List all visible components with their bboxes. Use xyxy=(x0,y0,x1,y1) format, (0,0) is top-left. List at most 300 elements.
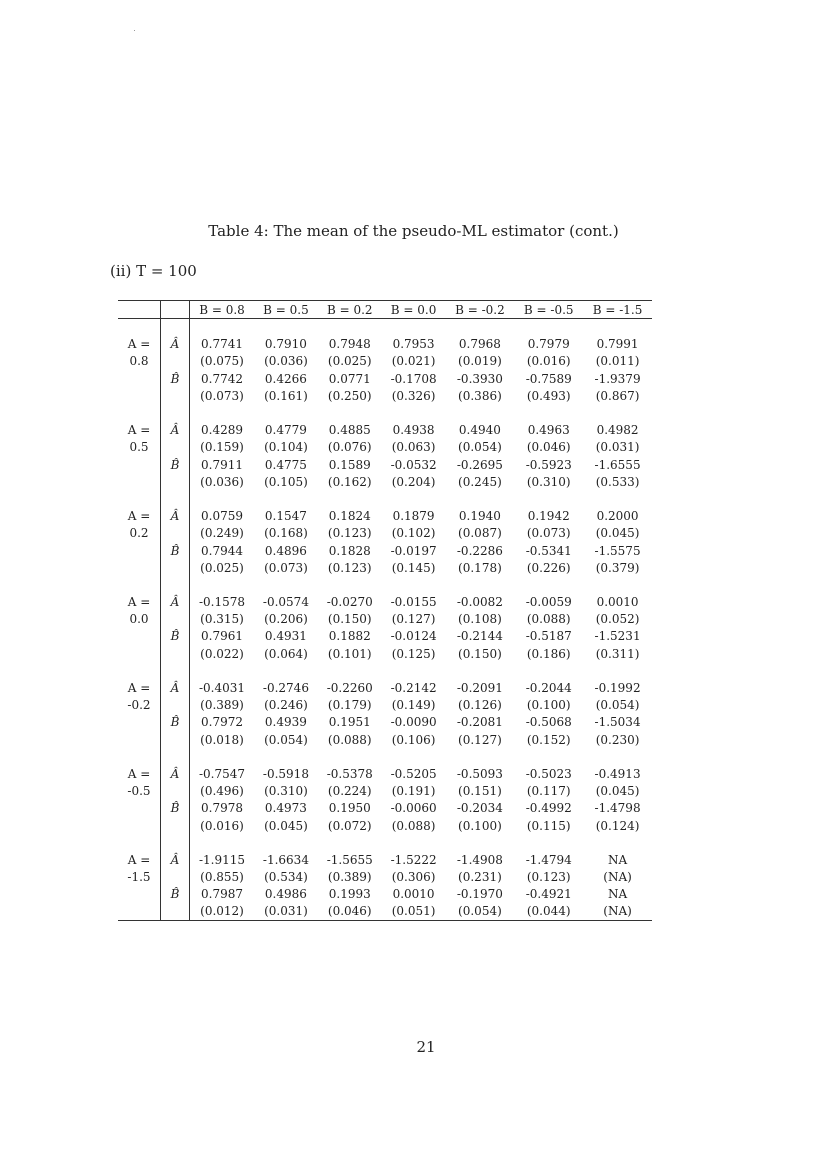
a-hat-symbol: Â xyxy=(161,594,190,611)
a-hat-symbol: Â xyxy=(161,679,190,696)
value-cell: (0.326) xyxy=(391,388,436,403)
value-cell: 0.7979 xyxy=(527,337,570,352)
value-cell: NA xyxy=(607,887,628,902)
estimator-cell xyxy=(161,645,190,662)
a-hat-se-row xyxy=(118,697,652,714)
value-cell: 0.7910 xyxy=(264,337,307,352)
value-cell: -0.2034 xyxy=(456,801,503,816)
value-cell: (0.496) xyxy=(190,783,255,800)
value-cell: -0.1578 xyxy=(190,594,255,611)
a-hat-mean-row xyxy=(118,336,652,353)
value-cell: (0.046) xyxy=(318,903,382,920)
b-hat-symbol: B̂ xyxy=(161,456,190,473)
estimator-cell xyxy=(161,903,190,920)
value-cell: (0.867) xyxy=(595,388,640,403)
value-cell: (0.310) xyxy=(264,784,308,799)
a-hat-symbol: Â xyxy=(161,851,190,868)
value-cell: (0.145) xyxy=(391,560,436,575)
value-cell: (0.226) xyxy=(526,560,571,575)
value-cell: -1.4908 xyxy=(456,852,503,867)
value-cell: -0.2044 xyxy=(525,681,572,696)
value-cell: (0.115) xyxy=(526,818,571,833)
value-cell: (0.310) xyxy=(526,474,571,489)
value-cell: -1.5231 xyxy=(594,629,641,644)
value-cell: -0.5918 xyxy=(262,766,309,781)
value-cell: (0.311) xyxy=(595,646,640,661)
b-hat-se-row xyxy=(118,645,652,662)
a-hat-mean-row xyxy=(118,851,652,868)
group-spacer xyxy=(118,834,652,851)
value-cell: (0.178) xyxy=(458,560,502,575)
value-cell: 0.7972 xyxy=(190,714,255,731)
value-cell: 0.4940 xyxy=(458,423,501,438)
b-hat-se-row xyxy=(118,731,652,748)
value-cell: -0.2091 xyxy=(456,681,503,696)
value-cell: (0.021) xyxy=(391,354,436,369)
a-hat-mean-row xyxy=(118,765,652,782)
group-label xyxy=(118,387,161,404)
value-cell: 0.2000 xyxy=(596,509,639,524)
spacer-cell xyxy=(118,404,161,421)
value-cell: (0.054) xyxy=(264,732,308,747)
spacer-cell xyxy=(190,834,653,851)
group-label xyxy=(118,542,161,559)
b-hat-mean-row xyxy=(118,714,652,731)
value-cell: (0.493) xyxy=(526,388,571,403)
spacer-cell xyxy=(190,662,653,679)
group-label: A = xyxy=(127,509,151,524)
value-cell: 0.4779 xyxy=(264,423,307,438)
header-row xyxy=(118,301,652,319)
b-hat-se-row xyxy=(118,387,652,404)
value-cell: -0.2695 xyxy=(456,457,503,472)
value-cell: (0.127) xyxy=(458,732,502,747)
value-cell: (0.389) xyxy=(327,870,372,885)
spacer-cell xyxy=(118,319,161,336)
value-cell: 0.0010 xyxy=(392,887,435,902)
value-cell: (0.149) xyxy=(391,698,436,713)
value-cell: -1.5575 xyxy=(594,543,641,558)
a-hat-se-row xyxy=(118,611,652,628)
value-cell: -0.5923 xyxy=(525,457,572,472)
value-cell: -0.0124 xyxy=(390,629,437,644)
group-label xyxy=(118,886,161,903)
value-cell: 0.1824 xyxy=(328,509,371,524)
value-cell: (0.036) xyxy=(190,473,255,490)
group-label xyxy=(118,645,161,662)
value-cell: (0.152) xyxy=(526,732,571,747)
group-spacer xyxy=(118,576,652,593)
group-label: A = xyxy=(127,681,151,696)
value-cell: -0.2746 xyxy=(262,681,309,696)
value-cell: -0.0090 xyxy=(390,715,437,730)
estimator-cell xyxy=(161,387,190,404)
value-cell: (0.064) xyxy=(264,646,308,661)
b-hat-mean-row xyxy=(118,370,652,387)
value-cell: (0.025) xyxy=(190,559,255,576)
group-label xyxy=(118,903,161,920)
estimator-cell xyxy=(161,869,190,886)
value-cell: -0.2260 xyxy=(326,681,373,696)
value-cell: -0.5068 xyxy=(525,715,572,730)
value-cell: 0.4775 xyxy=(264,457,307,472)
estimator-cell xyxy=(161,439,190,456)
group-spacer xyxy=(118,662,652,679)
a-hat-mean-row xyxy=(118,594,652,611)
value-cell: (0.025) xyxy=(327,354,372,369)
b-hat-symbol: B̂ xyxy=(161,628,190,645)
group-label: 0.0 xyxy=(129,612,149,627)
a-hat-se-row xyxy=(118,525,652,542)
b-hat-mean-row xyxy=(118,456,652,473)
value-cell: 0.1547 xyxy=(264,509,307,524)
group-label xyxy=(118,628,161,645)
value-cell: (0.855) xyxy=(190,869,255,886)
a-hat-se-row xyxy=(118,869,652,886)
estimator-cell xyxy=(161,783,190,800)
value-cell: -1.4798 xyxy=(594,801,641,816)
value-cell: -0.4031 xyxy=(190,679,255,696)
value-cell: (0.124) xyxy=(595,818,640,833)
value-cell: (0.117) xyxy=(526,784,571,799)
value-cell: (0.123) xyxy=(327,560,372,575)
a-hat-symbol: Â xyxy=(161,336,190,353)
value-cell: (0.246) xyxy=(264,698,308,713)
corner-cell xyxy=(161,301,190,319)
value-cell: 0.1940 xyxy=(458,509,501,524)
value-cell: -0.5341 xyxy=(525,543,572,558)
value-cell: -0.5205 xyxy=(390,766,437,781)
value-cell: (0.151) xyxy=(458,784,502,799)
value-cell: (0.036) xyxy=(264,354,308,369)
value-cell: -0.0574 xyxy=(262,595,309,610)
b-hat-symbol: B̂ xyxy=(161,800,190,817)
value-cell: (0.031) xyxy=(595,440,640,455)
estimator-cell xyxy=(161,559,190,576)
value-cell: (NA) xyxy=(603,870,632,885)
a-hat-mean-row xyxy=(118,508,652,525)
value-cell: -0.5093 xyxy=(456,766,503,781)
value-cell: 0.1882 xyxy=(328,629,371,644)
value-cell: (0.104) xyxy=(264,440,308,455)
spacer-cell xyxy=(161,319,190,336)
column-header: B = 0.0 xyxy=(382,301,446,319)
estimator-cell xyxy=(161,473,190,490)
value-cell: (0.046) xyxy=(526,440,571,455)
value-cell: -0.0155 xyxy=(390,595,437,610)
column-header: B = -0.5 xyxy=(514,301,583,319)
value-cell: (0.088) xyxy=(391,818,436,833)
spacer-cell xyxy=(190,319,653,336)
group-spacer xyxy=(118,748,652,765)
value-cell: (0.179) xyxy=(327,698,372,713)
value-cell: (0.389) xyxy=(190,697,255,714)
spacer-cell xyxy=(161,576,190,593)
value-cell: (0.534) xyxy=(264,870,308,885)
column-header: B = 0.2 xyxy=(318,301,382,319)
page-number: 21 xyxy=(416,1038,436,1056)
value-cell: 0.0010 xyxy=(596,595,639,610)
a-hat-mean-row xyxy=(118,422,652,439)
value-cell: -0.1970 xyxy=(456,887,503,902)
value-cell: (0.206) xyxy=(264,612,308,627)
value-cell: 0.7953 xyxy=(392,337,435,352)
value-cell: (0.249) xyxy=(190,525,255,542)
value-cell: -0.2081 xyxy=(456,715,503,730)
value-cell: 0.4938 xyxy=(392,423,435,438)
value-cell: (0.191) xyxy=(391,784,436,799)
spacer-cell xyxy=(161,490,190,507)
value-cell: -0.5378 xyxy=(326,766,373,781)
value-cell: 0.7944 xyxy=(190,542,255,559)
b-hat-se-row xyxy=(118,817,652,834)
value-cell: (0.100) xyxy=(526,698,571,713)
value-cell: (0.045) xyxy=(595,526,640,541)
value-cell: (0.031) xyxy=(254,903,318,920)
value-cell: (0.088) xyxy=(327,732,372,747)
value-cell: (0.044) xyxy=(514,903,583,920)
group-label: 0.8 xyxy=(129,354,149,369)
value-cell: (0.245) xyxy=(458,474,502,489)
group-label xyxy=(118,800,161,817)
spacer-cell xyxy=(161,748,190,765)
table-subtitle: (ii) T = 100 xyxy=(110,262,197,280)
value-cell: (0.127) xyxy=(391,612,436,627)
value-cell: -0.5023 xyxy=(525,766,572,781)
corner-cell xyxy=(118,301,161,319)
value-cell: -0.5187 xyxy=(525,629,572,644)
estimator-cell xyxy=(161,611,190,628)
group-label: -0.2 xyxy=(127,698,151,713)
spacer-cell xyxy=(190,576,653,593)
value-cell: -0.1708 xyxy=(390,371,437,386)
value-cell: -1.6555 xyxy=(594,457,641,472)
group-label: A = xyxy=(127,423,151,438)
value-cell: -1.5034 xyxy=(594,715,641,730)
value-cell: (0.022) xyxy=(190,645,255,662)
estimator-cell xyxy=(161,697,190,714)
value-cell: (0.087) xyxy=(458,526,502,541)
value-cell: (0.204) xyxy=(391,474,436,489)
value-cell: -0.4921 xyxy=(525,887,572,902)
b-hat-mean-row xyxy=(118,800,652,817)
group-label: 0.2 xyxy=(129,526,149,541)
value-cell: (0.075) xyxy=(190,353,255,370)
value-cell: (0.108) xyxy=(458,612,502,627)
value-cell: (0.102) xyxy=(391,526,436,541)
value-cell: -0.2286 xyxy=(456,543,503,558)
spacer-cell xyxy=(161,404,190,421)
spacer-cell xyxy=(118,748,161,765)
value-cell: (0.063) xyxy=(391,440,436,455)
value-cell: 0.1828 xyxy=(328,543,371,558)
value-cell: 0.1950 xyxy=(328,801,371,816)
value-cell: (0.168) xyxy=(264,526,308,541)
group-label xyxy=(118,731,161,748)
value-cell: 0.4973 xyxy=(264,801,307,816)
value-cell: NA xyxy=(607,852,628,867)
value-cell: (0.012) xyxy=(190,903,255,920)
value-cell: 0.4896 xyxy=(264,543,307,558)
spacer-cell xyxy=(161,834,190,851)
value-cell: (0.386) xyxy=(458,388,502,403)
value-cell: 0.7968 xyxy=(458,337,501,352)
value-cell: (0.533) xyxy=(595,474,640,489)
value-cell: (0.011) xyxy=(595,354,640,369)
value-cell: (0.315) xyxy=(190,611,255,628)
value-cell: -0.0082 xyxy=(456,595,503,610)
a-hat-se-row xyxy=(118,353,652,370)
spacer-cell xyxy=(118,834,161,851)
value-cell: (0.231) xyxy=(458,870,502,885)
group-label xyxy=(118,456,161,473)
spacer-cell xyxy=(161,662,190,679)
value-cell: 0.7991 xyxy=(596,337,639,352)
value-cell: -0.7589 xyxy=(525,371,572,386)
group-label: A = xyxy=(127,852,151,867)
value-cell: 0.7978 xyxy=(190,800,255,817)
spacer-cell xyxy=(118,576,161,593)
estimator-table xyxy=(118,300,652,921)
value-cell: 0.7987 xyxy=(190,886,255,903)
value-cell: -0.0060 xyxy=(390,801,437,816)
estimator-cell xyxy=(161,731,190,748)
value-cell: 0.0759 xyxy=(190,508,255,525)
group-label xyxy=(118,714,161,731)
value-cell: (0.230) xyxy=(595,732,640,747)
value-cell: (0.016) xyxy=(190,817,255,834)
value-cell: (0.186) xyxy=(526,646,571,661)
value-cell: -0.0532 xyxy=(390,457,437,472)
value-cell: (0.250) xyxy=(327,388,372,403)
spacer-cell xyxy=(190,404,653,421)
b-hat-symbol: B̂ xyxy=(161,542,190,559)
group-spacer xyxy=(118,404,652,421)
a-hat-mean-row xyxy=(118,679,652,696)
a-hat-se-row xyxy=(118,783,652,800)
group-spacer xyxy=(118,490,652,507)
value-cell: (0.054) xyxy=(446,903,515,920)
value-cell: -1.9379 xyxy=(594,371,641,386)
a-hat-symbol: Â xyxy=(161,422,190,439)
value-cell: -1.5222 xyxy=(390,852,437,867)
value-cell: 0.1589 xyxy=(328,457,371,472)
value-cell: (0.150) xyxy=(327,612,372,627)
value-cell: 0.4939 xyxy=(264,715,307,730)
value-cell: (0.073) xyxy=(264,560,308,575)
value-cell: -0.2142 xyxy=(390,681,437,696)
value-cell: (0.106) xyxy=(391,732,436,747)
value-cell: 0.4289 xyxy=(190,422,255,439)
value-cell: (0.073) xyxy=(526,526,571,541)
group-label xyxy=(118,559,161,576)
b-hat-se-row xyxy=(118,903,652,920)
group-label: -0.5 xyxy=(127,784,151,799)
group-spacer xyxy=(118,319,652,336)
value-cell: -0.0197 xyxy=(390,543,437,558)
stray-mark xyxy=(134,30,135,31)
value-cell: 0.4931 xyxy=(264,629,307,644)
value-cell: 0.4982 xyxy=(596,423,639,438)
value-cell: 0.7742 xyxy=(190,370,255,387)
value-cell: (0.054) xyxy=(595,698,640,713)
value-cell: 0.1993 xyxy=(328,887,371,902)
value-cell: (0.073) xyxy=(190,387,255,404)
value-cell: (0.123) xyxy=(526,870,571,885)
value-cell: (0.045) xyxy=(264,818,308,833)
value-cell: 0.0771 xyxy=(328,371,371,386)
value-cell: -0.4913 xyxy=(594,766,641,781)
table-body xyxy=(118,319,652,921)
value-cell: -1.9115 xyxy=(190,851,255,868)
value-cell: -0.2144 xyxy=(456,629,503,644)
value-cell: 0.7741 xyxy=(190,336,255,353)
spacer-cell xyxy=(118,662,161,679)
value-cell: 0.1942 xyxy=(527,509,570,524)
value-cell: (0.054) xyxy=(458,440,502,455)
spacer-cell xyxy=(190,490,653,507)
column-header: B = 0.5 xyxy=(254,301,318,319)
estimator-cell xyxy=(161,353,190,370)
b-hat-mean-row xyxy=(118,542,652,559)
value-cell: (0.051) xyxy=(382,903,446,920)
a-hat-symbol: Â xyxy=(161,765,190,782)
group-label xyxy=(118,370,161,387)
column-header: B = -1.5 xyxy=(583,301,652,319)
value-cell: -1.6634 xyxy=(262,852,309,867)
group-label xyxy=(118,473,161,490)
estimator-cell xyxy=(161,525,190,542)
value-cell: (0.016) xyxy=(526,354,571,369)
b-hat-symbol: B̂ xyxy=(161,714,190,731)
b-hat-se-row xyxy=(118,559,652,576)
value-cell: (NA) xyxy=(583,903,652,920)
value-cell: -0.0270 xyxy=(326,595,373,610)
b-hat-symbol: B̂ xyxy=(161,886,190,903)
spacer-cell xyxy=(190,748,653,765)
group-label xyxy=(118,817,161,834)
value-cell: 0.4986 xyxy=(264,887,307,902)
value-cell: (0.019) xyxy=(458,354,502,369)
b-hat-mean-row xyxy=(118,628,652,645)
table-caption: Table 4: The mean of the pseudo-ML estimator (cont.) xyxy=(208,222,619,240)
value-cell: (0.224) xyxy=(327,784,372,799)
b-hat-symbol: B̂ xyxy=(161,370,190,387)
value-cell: 0.4963 xyxy=(527,423,570,438)
value-cell: 0.7948 xyxy=(328,337,371,352)
value-cell: (0.306) xyxy=(391,870,436,885)
estimator-cell xyxy=(161,817,190,834)
group-label: A = xyxy=(127,337,151,352)
value-cell: (0.126) xyxy=(458,698,502,713)
value-cell: -0.1992 xyxy=(594,681,641,696)
value-cell: (0.018) xyxy=(190,731,255,748)
group-label: A = xyxy=(127,595,151,610)
value-cell: (0.105) xyxy=(264,474,308,489)
value-cell: -0.4992 xyxy=(525,801,572,816)
column-header: B = -0.2 xyxy=(446,301,515,319)
a-hat-se-row xyxy=(118,439,652,456)
value-cell: 0.1879 xyxy=(392,509,435,524)
value-cell: 0.4266 xyxy=(264,371,307,386)
value-cell: (0.076) xyxy=(327,440,372,455)
value-cell: (0.101) xyxy=(327,646,372,661)
group-label: -1.5 xyxy=(127,870,151,885)
value-cell: -0.3930 xyxy=(456,371,503,386)
value-cell: (0.052) xyxy=(595,612,640,627)
value-cell: -1.4794 xyxy=(525,852,572,867)
value-cell: (0.379) xyxy=(595,560,640,575)
